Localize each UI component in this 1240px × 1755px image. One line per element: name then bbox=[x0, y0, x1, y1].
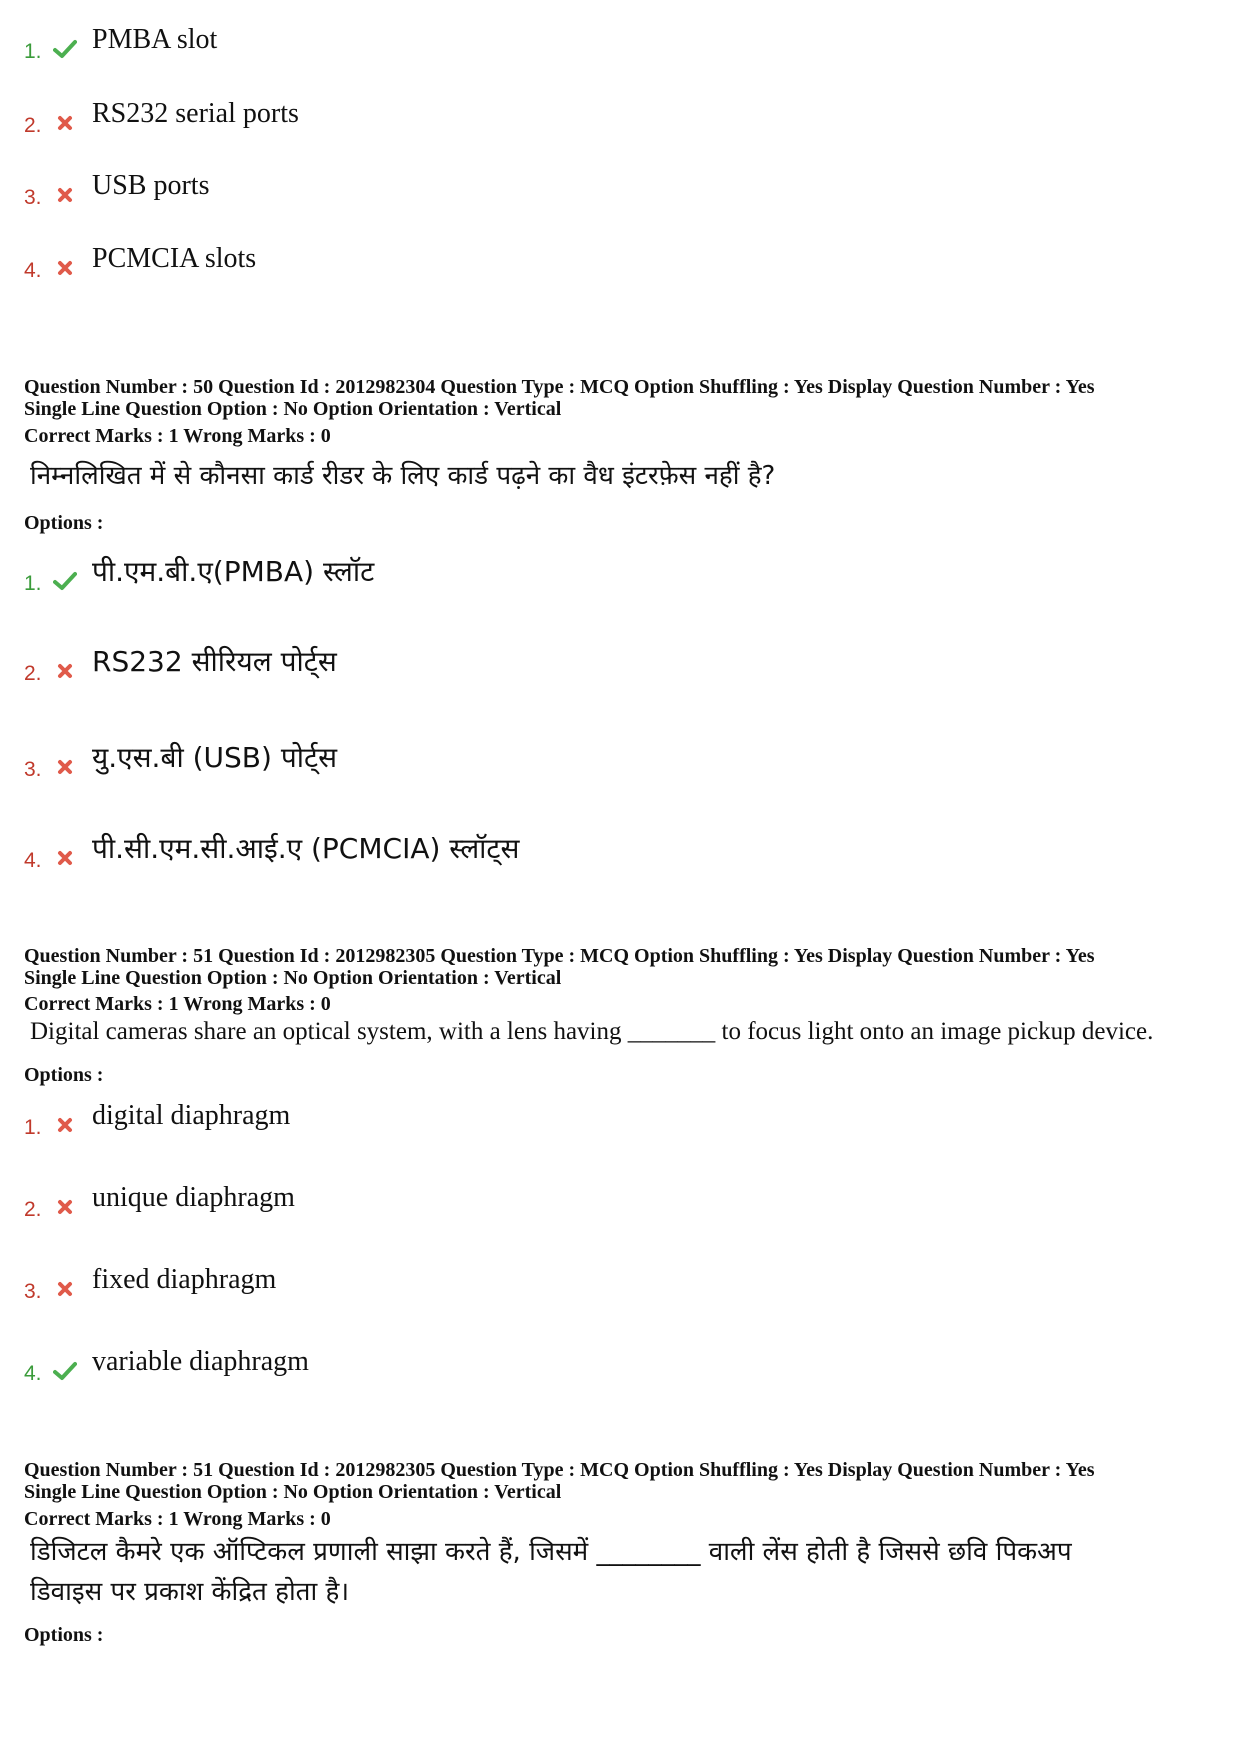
option-text: digital diaphragm bbox=[92, 1100, 291, 1131]
cross-icon bbox=[50, 1276, 80, 1302]
question-text-line: डिवाइस पर प्रकाश केंद्रित होता है। bbox=[30, 1577, 350, 1607]
question-marks: Correct Marks : 1 Wrong Marks : 0 bbox=[24, 425, 331, 447]
option-number: 2. bbox=[24, 662, 42, 685]
option-text: पी.एम.बी.ए(PMBA) स्लॉट bbox=[92, 555, 375, 588]
option-text: RS232 serial ports bbox=[92, 98, 299, 129]
option-number: 1. bbox=[24, 40, 42, 63]
option-text: RS232 सीरियल पोर्ट्स bbox=[92, 645, 337, 678]
option-row bbox=[24, 14, 218, 64]
option-row bbox=[24, 546, 375, 596]
question-meta-line: Question Number : 51 Question Id : 2012982305 Question Type : MCQ Option Shuffling : Yes Display Question Number : Yes bbox=[24, 945, 1095, 967]
option-row bbox=[24, 1254, 277, 1304]
option-row bbox=[24, 233, 257, 283]
cross-icon bbox=[50, 110, 80, 136]
option-text: यु.एस.बी (USB) पोर्ट्स bbox=[92, 741, 338, 774]
option-number: 1. bbox=[24, 572, 42, 595]
question-text-line: डिजिटल कैमरे एक ऑप्टिकल प्रणाली साझा करते हैं, जिसमें ________ वाली लेंस होती है जिससे छवि पिकअप bbox=[30, 1537, 1072, 1567]
option-row bbox=[24, 823, 520, 873]
check-icon bbox=[50, 568, 80, 594]
option-text: PCMCIA slots bbox=[92, 243, 257, 274]
option-row bbox=[24, 636, 337, 686]
option-number: 1. bbox=[24, 1116, 42, 1139]
cross-icon bbox=[50, 754, 80, 780]
cross-icon bbox=[50, 1112, 80, 1138]
option-text: variable diaphragm bbox=[92, 1346, 309, 1377]
option-number: 2. bbox=[24, 1198, 42, 1221]
option-text: USB ports bbox=[92, 170, 210, 201]
question-meta-line: Single Line Question Option : No Option Orientation : Vertical bbox=[24, 967, 562, 989]
check-icon bbox=[50, 1358, 80, 1384]
option-row bbox=[24, 160, 210, 210]
question-meta-line: Single Line Question Option : No Option Orientation : Vertical bbox=[24, 1481, 562, 1503]
option-row bbox=[24, 732, 338, 782]
cross-icon bbox=[50, 658, 80, 684]
check-icon bbox=[50, 36, 80, 62]
option-text: unique diaphragm bbox=[92, 1182, 295, 1213]
option-row bbox=[24, 1336, 309, 1386]
options-label: Options : bbox=[24, 512, 104, 534]
option-number: 4. bbox=[24, 259, 42, 282]
question-marks: Correct Marks : 1 Wrong Marks : 0 bbox=[24, 1508, 331, 1530]
option-number: 3. bbox=[24, 758, 42, 781]
cross-icon bbox=[50, 845, 80, 871]
question-marks: Correct Marks : 1 Wrong Marks : 0 bbox=[24, 993, 331, 1015]
option-row bbox=[24, 1090, 291, 1140]
question-meta-line: Single Line Question Option : No Option Orientation : Vertical bbox=[24, 398, 562, 420]
options-label: Options : bbox=[24, 1064, 104, 1086]
cross-icon bbox=[50, 1194, 80, 1220]
option-row bbox=[24, 1172, 295, 1222]
question-text: निम्नलिखित में से कौनसा कार्ड रीडर के लिए कार्ड पढ़ने का वैध इंटरफ़ेस नहीं है? bbox=[30, 461, 776, 491]
option-row bbox=[24, 88, 299, 138]
option-number: 3. bbox=[24, 186, 42, 209]
question-meta-line: Question Number : 50 Question Id : 2012982304 Question Type : MCQ Option Shuffling : Yes Display Question Number : Yes bbox=[24, 376, 1095, 398]
option-number: 2. bbox=[24, 114, 42, 137]
option-number: 4. bbox=[24, 1362, 42, 1385]
option-number: 3. bbox=[24, 1280, 42, 1303]
cross-icon bbox=[50, 182, 80, 208]
option-text: fixed diaphragm bbox=[92, 1264, 277, 1295]
option-text: PMBA slot bbox=[92, 24, 218, 55]
question-text: Digital cameras share an optical system, with a lens having _______ to focus light onto an image pickup device. bbox=[30, 1018, 1154, 1045]
option-text: पी.सी.एम.सी.आई.ए (PCMCIA) स्लॉट्स bbox=[92, 832, 520, 865]
question-meta-line: Question Number : 51 Question Id : 2012982305 Question Type : MCQ Option Shuffling : Yes Display Question Number : Yes bbox=[24, 1459, 1095, 1481]
cross-icon bbox=[50, 255, 80, 281]
options-label: Options : bbox=[24, 1624, 104, 1646]
option-number: 4. bbox=[24, 849, 42, 872]
